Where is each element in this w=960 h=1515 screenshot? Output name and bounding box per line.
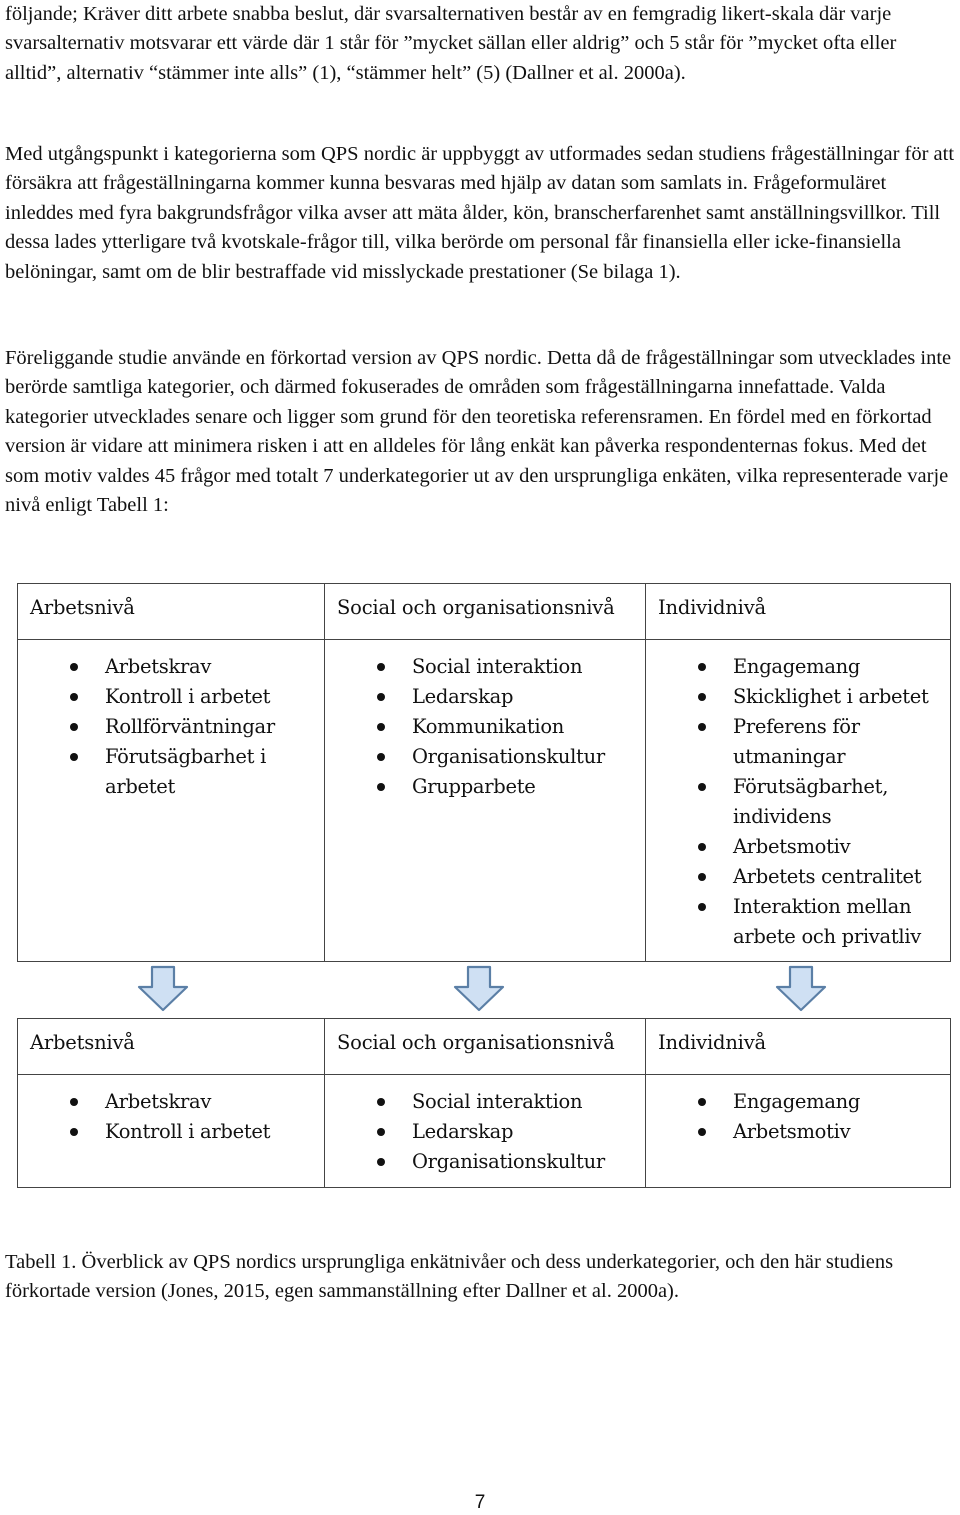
- category-item: Förutsägbarhet, individens: [646, 772, 950, 832]
- category-list: [646, 652, 950, 952]
- table-column-individniva: [646, 1075, 950, 1187]
- category-item: Rollförväntningar: [18, 712, 324, 742]
- category-item: Arbetskrav: [18, 1087, 324, 1117]
- shortened-levels-table: [17, 1018, 951, 1188]
- category-item: Social interaktion: [325, 652, 645, 682]
- table-column-social-org: [325, 640, 646, 961]
- table-column-social-org: [325, 1075, 646, 1187]
- category-list: [18, 652, 324, 802]
- category-item: Förutsägbarhet i arbetet: [18, 742, 324, 802]
- category-item: Grupparbete: [325, 772, 645, 802]
- category-item: Ledarskap: [325, 682, 645, 712]
- category-list: [646, 1087, 950, 1147]
- table-header-arbetsniva: Arbetsnivå: [18, 584, 325, 640]
- down-arrow-icon: [774, 965, 828, 1013]
- category-item: Kontroll i arbetet: [18, 1117, 324, 1147]
- category-item: Ledarskap: [325, 1117, 645, 1147]
- table-header-social-org: Social och organisationsnivå: [325, 1019, 646, 1075]
- table-column-arbetsniva: [18, 1075, 325, 1187]
- category-item: Arbetsmotiv: [646, 1117, 950, 1147]
- original-levels-table: [17, 583, 951, 962]
- category-item: Arbetskrav: [18, 652, 324, 682]
- paragraph-likert-intro: följande; Kräver ditt arbete snabba beslut, där svarsalternativen består av en femgradig likert-skala där varje svarsalternativ motsvarar ett värde där 1 står för ”mycket sällan eller aldrig” och 5 står för ”mycket ofta eller alltid”, alternativ “stämmer inte alls” (1), “stämmer helt” (5) (Dallner et al. 2000a).: [5, 3, 897, 84]
- category-item: Kontroll i arbetet: [18, 682, 324, 712]
- category-item: Organisationskultur: [325, 1147, 645, 1177]
- table-header-social-org: Social och organisationsnivå: [325, 584, 646, 640]
- category-item: Engagemang: [646, 652, 950, 682]
- table-header-arbetsniva: Arbetsnivå: [18, 1019, 325, 1075]
- category-list: [18, 1087, 324, 1147]
- category-item: Arbetsmotiv: [646, 832, 950, 862]
- category-item: Arbetets centralitet: [646, 862, 950, 892]
- category-item: Interaktion mellan arbete och privatliv: [646, 892, 950, 952]
- table-header-individniva: Individnivå: [646, 584, 950, 640]
- page-number: 7: [474, 1492, 486, 1513]
- table-column-individniva: [646, 640, 950, 961]
- category-list: [325, 1087, 645, 1177]
- paragraph-method: Med utgångspunkt i kategorierna som QPS nordic är uppbyggt av utformades sedan studiens frågeställningar för att försäkra att frågeställningarna kommer kunna besvaras med hjälp av datan som samlats in. Frågeformuläret inleddes med fyra bakgrundsfrågor vilka avser att mäta ålder, kön, branscherfarenhet samt anställningsvillkor. Till dessa lades ytterligare två kvotskale-frågor till, vilka berörde om personal får finansiella eller icke-finansiella belöningar, samt om de blir bestraffade vid misslyckade prestationer (Se bilaga 1).: [5, 143, 955, 283]
- down-arrow-icon: [136, 965, 190, 1013]
- category-item: Kommunikation: [325, 712, 645, 742]
- category-item: Organisationskultur: [325, 742, 645, 772]
- down-arrow-icon: [452, 965, 506, 1013]
- table-column-arbetsniva: [18, 640, 325, 961]
- table-caption: Tabell 1. Överblick av QPS nordics ursprungliga enkätnivåer och dess underkategorier, och den här studiens förkortade version (Jones, 2015, egen sammanställning efter Dallner et al. 2000a).: [5, 1251, 894, 1303]
- category-item: Engagemang: [646, 1087, 950, 1117]
- table-header-individniva: Individnivå: [646, 1019, 950, 1075]
- category-list: [325, 652, 645, 802]
- category-item: Social interaktion: [325, 1087, 645, 1117]
- category-item: Preferens för utmaningar: [646, 712, 950, 772]
- paragraph-short-version: Föreliggande studie använde en förkortad version av QPS nordic. Detta då de frågeställningar som utvecklades inte berörde samtliga kategorier, och därmed fokuserades de områden som frågeställningarna innefattade. Valda kategorier utvecklades senare och ligger som grund för den teoretiska referensramen. En fördel med en förkortad version är vidare att minimera risken i att en alldeles för lång enkät kan påverka respondenternas fokus. Med det som motiv valdes 45 frågor med totalt 7 underkategorier ut av den ursprungliga enkäten, vilka representerade varje nivå enligt Tabell 1:: [5, 347, 952, 517]
- category-item: Skicklighet i arbetet: [646, 682, 950, 712]
